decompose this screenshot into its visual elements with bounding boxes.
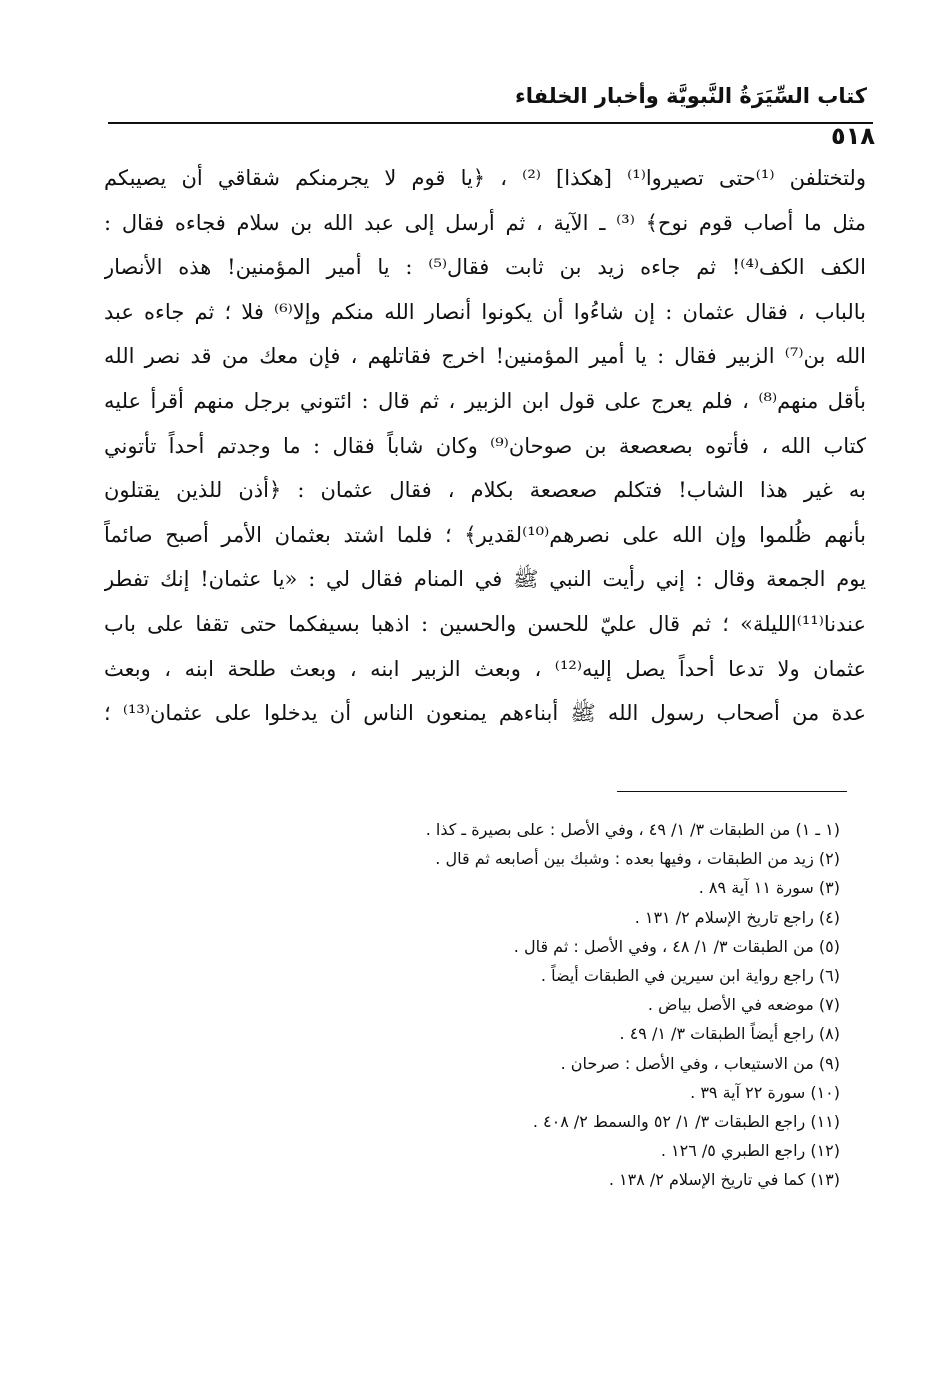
text-line: به غير هذا الشاب! فتكلم صعصعة بكلام ، فقال عثمان : ﴿أذن للذين يقتلون	[104, 478, 866, 503]
header-rule	[108, 122, 873, 124]
footnote: (٩) من الاستيعاب ، وفي الأصل : صرحان .	[560, 1053, 840, 1073]
footnote: (١٢) راجع الطبري ٥/ ١٢٦ .	[660, 1141, 840, 1161]
footnote: (٢) زيد من الطبقات ، وفيها بعده : وشبك بين أصابعه ثم قال .	[435, 849, 840, 869]
text-line: كتاب الله ، فأتوه بصعصعة بن صوحان⁽⁹⁾ وكان شاباً فقال : ما وجدتم أحداً تأتوني	[104, 433, 866, 458]
text-line: عدة من أصحاب رسول الله ﷺ أبناءهم يمنعون الناس أن يدخلوا على عثمان⁽¹³⁾ ؛	[104, 701, 866, 726]
footnote: (٦) راجع رواية ابن سيرين في الطبقات أيضاً .	[540, 965, 840, 985]
text-line: مثل ما أصاب قوم نوح﴾ ⁽³⁾ ـ الآية ، ثم أرسل إلى عبد الله بن سلام فجاءه فقال :	[104, 210, 866, 235]
footnote: (١١) راجع الطبقات ٣/ ١/ ٥٢ والسمط ٢/ ٤٠٨ .	[532, 1111, 840, 1131]
page-number: ٥١٨	[831, 122, 875, 150]
footnote: (٨) راجع أيضاً الطبقات ٣/ ١/ ٤٩ .	[619, 1024, 840, 1044]
text-line: يوم الجمعة وقال : إني رأيت النبي ﷺ في المنام فقال لي : «يا عثمان! إنك تفطر	[104, 567, 866, 592]
text-line: بأنهم ظُلموا وإن الله على نصرهم⁽¹⁰⁾لقدير﴾ ؛ فلما اشتد بعثمان الأمر أصبح صائماً	[104, 522, 866, 547]
text-line: ولتختلفن ⁽¹⁾حتى تصيروا⁽¹⁾ [هكذا] ⁽²⁾ ، ﴿يا قوم لا يجرمنكم شقاقي أن يصيبكم	[104, 166, 866, 190]
main-text	[104, 156, 866, 736]
running-title: كتاب السِّيَرَةُ النَّبويَّة وأخبار الخلفاء	[515, 84, 867, 108]
text-line: عثمان ولا تدعا أحداً يصل إليه⁽¹²⁾ ، وبعث الزبير ابنه ، وبعث طلحة ابنه ، وبعث	[104, 656, 866, 681]
footnote-separator	[617, 791, 847, 792]
text-line: الله بن⁽⁷⁾ الزبير فقال : يا أمير المؤمنين! اخرج فقاتلهم ، فإن معك من قد نصر الله	[104, 344, 866, 369]
page-header	[108, 72, 873, 130]
text-line: عندنا⁽¹¹⁾الليلة» ؛ ثم قال عليّ للحسن والحسين : اذهبا بسيفكما حتى تقفا على باب	[104, 611, 866, 636]
footnote: (١٣) كما في تاريخ الإسلام ٢/ ١٣٨ .	[608, 1170, 840, 1190]
footnote: (١٠) سورة ٢٢ آية ٣٩ .	[690, 1082, 840, 1102]
footnote: (٤) راجع تاريخ الإسلام ٢/ ١٣١ .	[634, 907, 840, 927]
footnote: (٥) من الطبقات ٣/ ١/ ٤٨ ، وفي الأصل : ثم قال .	[513, 936, 840, 956]
footnote: (١ ـ ١) من الطبقات ٣/ ١/ ٤٩ ، وفي الأصل : على بصيرة ـ كذا .	[425, 820, 840, 839]
text-line: بأقل منهم⁽⁸⁾ ، فلم يعرج على قول ابن الزبير ، ثم قال : ائتوني برجل منهم أقرأ عليه	[104, 388, 866, 413]
footnote: (٧) موضعه في الأصل بياض .	[647, 995, 840, 1015]
footnotes	[300, 815, 840, 1194]
text-line: بالباب ، فقال عثمان : إن شاءُوا أن يكونوا أنصار الله منكم وإلا⁽⁶⁾ فلا ؛ ثم جاءه عبد	[104, 299, 866, 324]
footnote: (٣) سورة ١١ آية ٨٩ .	[698, 878, 840, 898]
text-line: الكف الكف⁽⁴⁾! ثم جاءه زيد بن ثابت فقال⁽⁵⁾ : يا أمير المؤمنين! هذه الأنصار	[104, 255, 866, 280]
